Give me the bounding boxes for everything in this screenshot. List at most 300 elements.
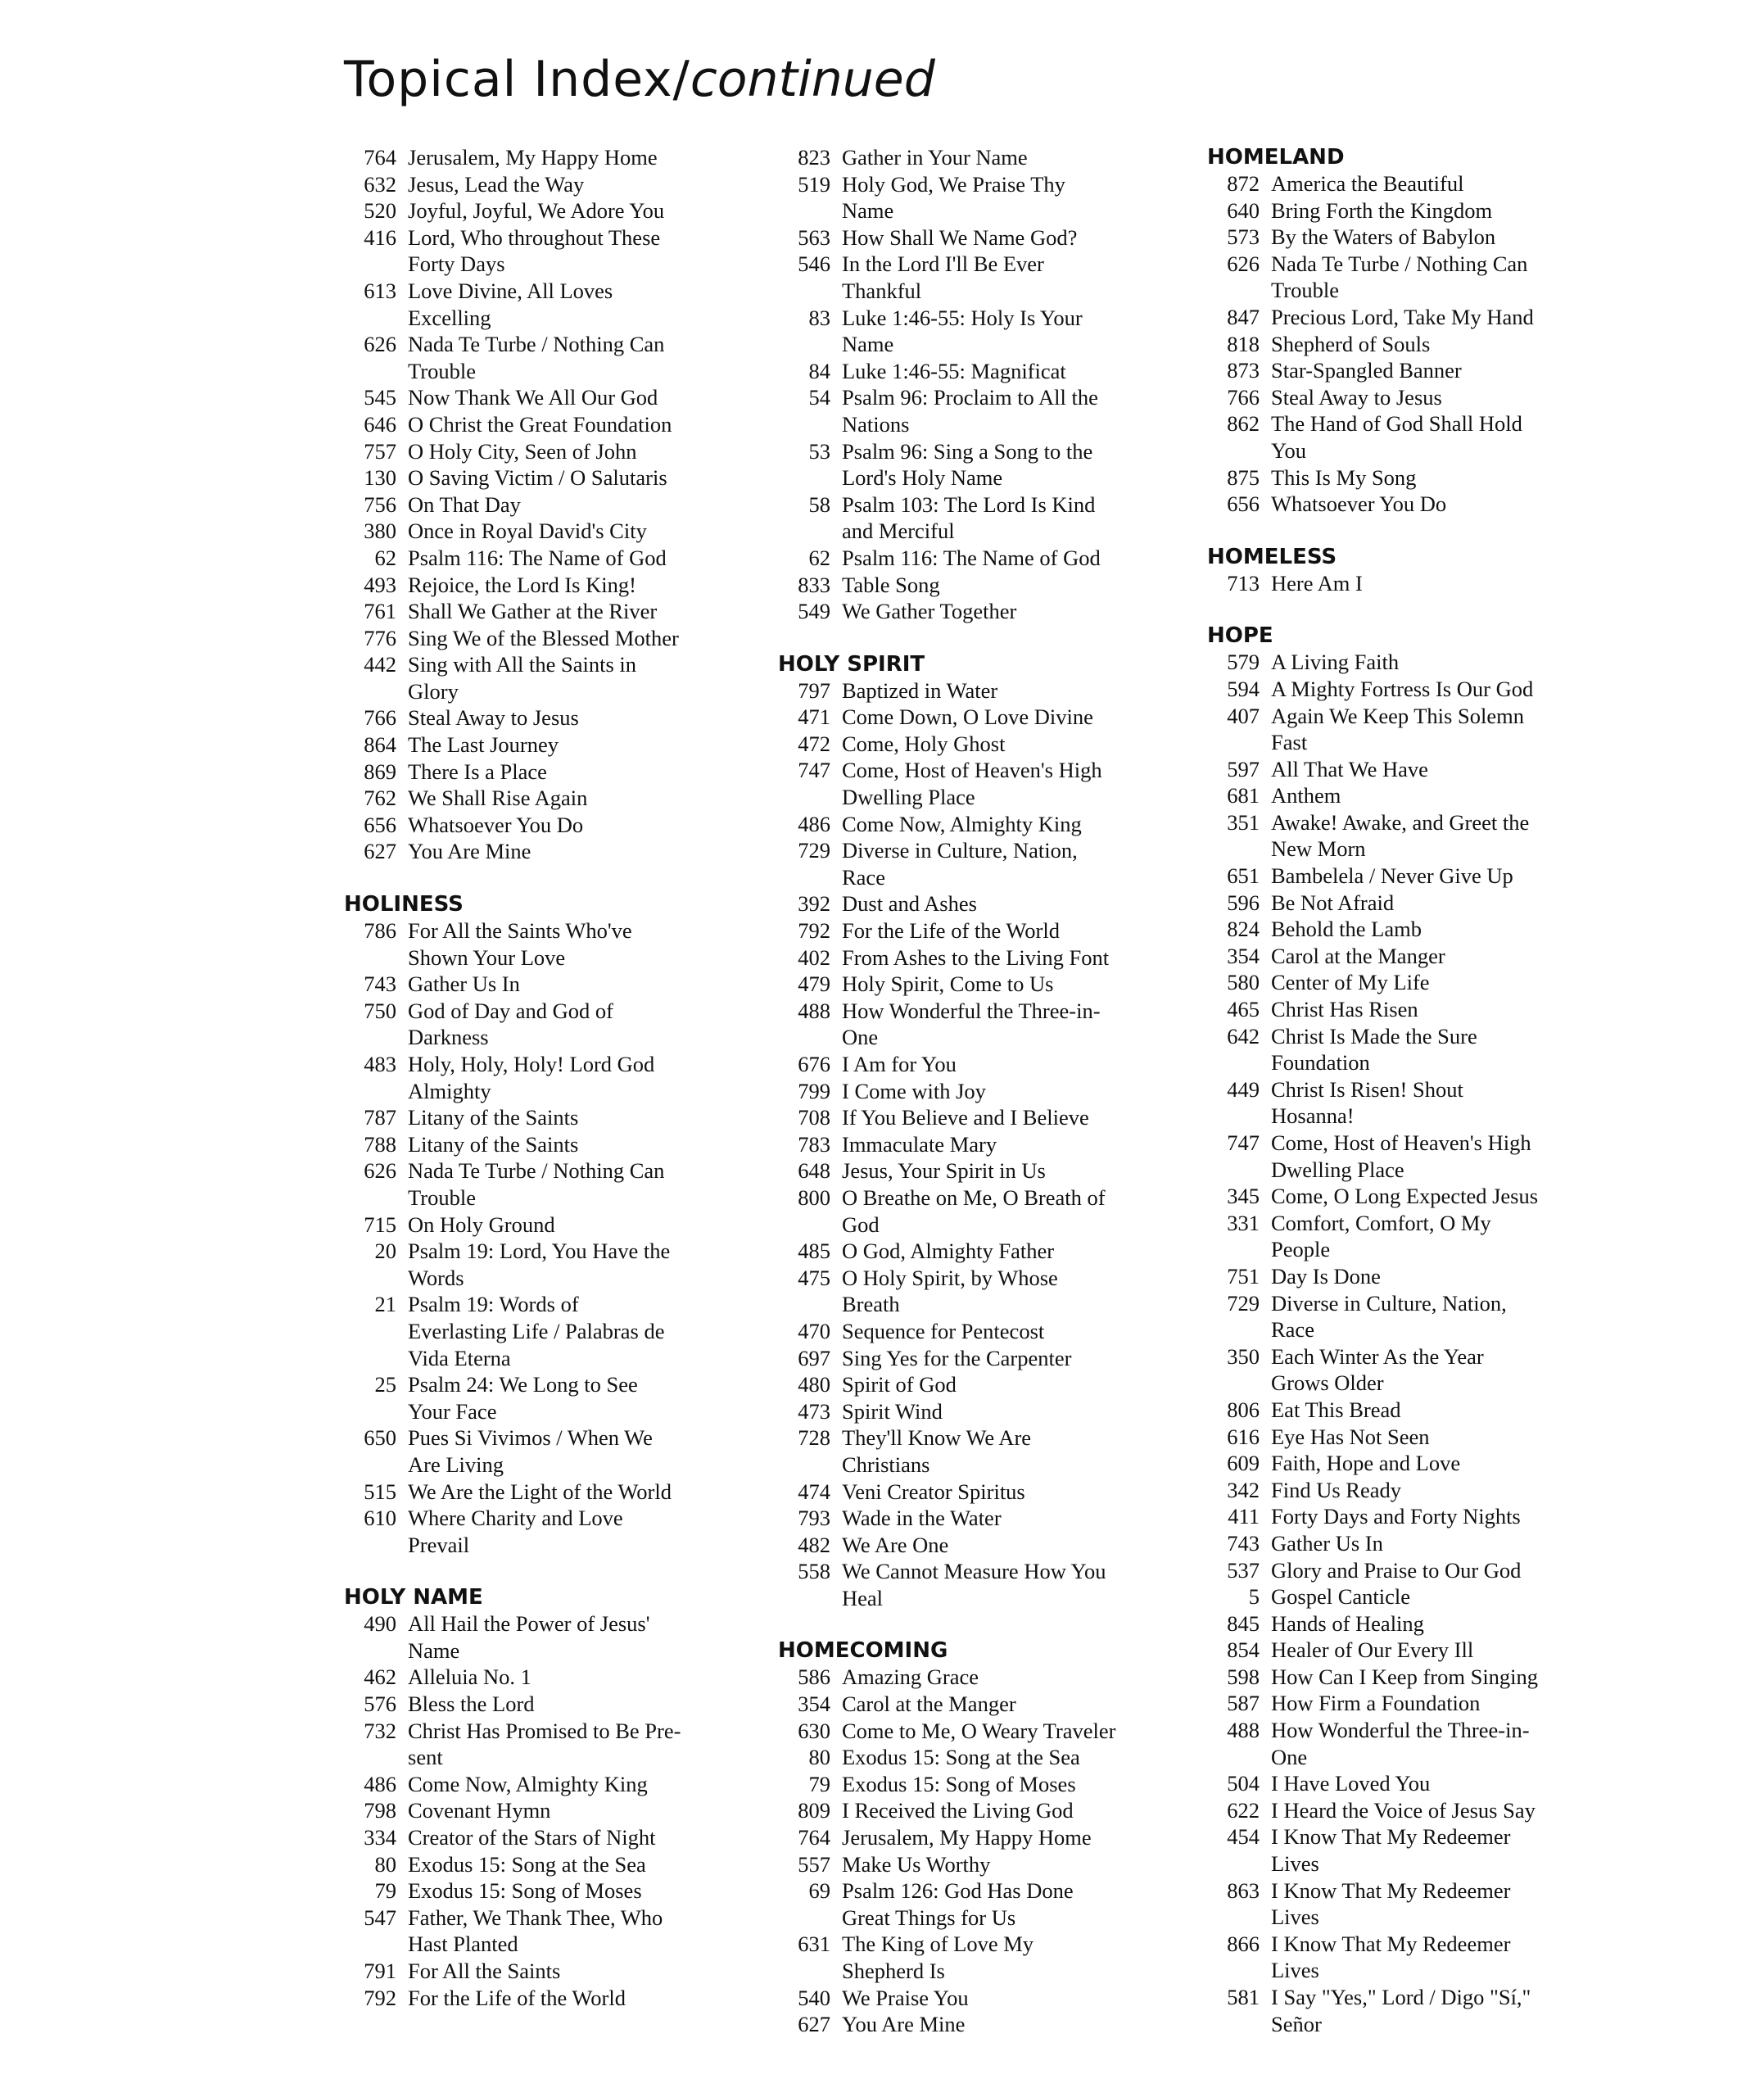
index-entry (778, 2011, 1212, 2038)
hymn-title: Spirit Wind (842, 1398, 943, 1424)
hymn-title: Psalm 103: The Lord Is Kind and Merciful (842, 491, 1096, 544)
index-entry (1207, 1183, 1748, 1210)
hymn-title: A Mighty Fortress Is Our God (1271, 676, 1534, 701)
hymn-title: Holy, Holy, Holy! Lord God Almighty (408, 1052, 655, 1103)
hymn-number: 786 (364, 918, 396, 944)
index-entry (778, 677, 1212, 704)
index-column-2 (778, 144, 1212, 2038)
hymn-title: Christ Has Promised to Be Pre- sent (408, 1718, 681, 1770)
index-entry (778, 358, 1212, 385)
index-entry (344, 438, 778, 465)
hymn-title: Luke 1:46-55: Magnificat (842, 358, 1066, 383)
hymn-number: 520 (364, 198, 396, 224)
hymn-number: 354 (798, 1692, 830, 1717)
hymn-title: Carol at the Manger (842, 1692, 1016, 1717)
index-entry (1207, 1664, 1748, 1691)
hymn-title: On Holy Ground (408, 1212, 555, 1237)
index-entry (344, 1824, 778, 1851)
hymn-number: 486 (364, 1771, 396, 1796)
index-entry (778, 1345, 1212, 1372)
hymn-number: 799 (798, 1078, 830, 1103)
index-entry (778, 1424, 1212, 1478)
hymn-title: Amazing Grace (842, 1664, 979, 1690)
index-entry (344, 491, 778, 519)
hymn-number: 480 (798, 1372, 830, 1397)
hymn-title: Gather in Your Name (842, 145, 1028, 170)
index-entry (778, 757, 1212, 810)
hymn-number: 80 (374, 1851, 396, 1877)
hymn-title: O Holy City, Seen of John (408, 438, 637, 464)
index-entry (778, 1664, 1212, 1691)
index-entry (778, 144, 1212, 171)
hymn-number: 776 (364, 625, 396, 650)
index-entry (778, 944, 1212, 972)
index-entry (1207, 703, 1748, 756)
index-column-3 (1207, 144, 1748, 2037)
index-entry (778, 890, 1212, 917)
index-entry (1207, 782, 1748, 809)
hymn-title: I Have Loved You (1271, 1771, 1431, 1796)
hymn-title: Come Now, Almighty King (408, 1771, 648, 1796)
index-entry (778, 1718, 1212, 1745)
index-entry (778, 1078, 1212, 1105)
hymn-title: From Ashes to the Living Font (842, 944, 1110, 970)
hymn-title: Sequence for Pentecost (842, 1318, 1045, 1343)
hymn-title: Covenant Hymn (408, 1798, 551, 1823)
hymn-title: Christ Has Risen (1271, 997, 1418, 1022)
hymn-title: Forty Days and Forty Nights (1271, 1504, 1521, 1529)
hymn-title: Star-Spangled Banner (1271, 358, 1462, 383)
hymn-title: America the Beautiful (1271, 171, 1464, 196)
section-heading: HOLINESS (344, 892, 464, 917)
hymn-number: 342 (1227, 1477, 1260, 1502)
hymn-number: 873 (1227, 358, 1260, 383)
hymn-title: Come, Host of Heaven's High Dwelling Place (842, 758, 1102, 810)
index-entry (344, 1424, 778, 1478)
hymn-title: Creator of the Stars of Night (408, 1825, 656, 1850)
hymn-number: 596 (1227, 890, 1260, 915)
hymn-number: 642 (1227, 1023, 1260, 1048)
hymn-title: Nada Te Turbe / Nothing Can Trouble (408, 1158, 665, 1210)
hymn-title: There Is a Place (408, 759, 547, 784)
hymn-number: 833 (798, 572, 830, 597)
hymn-title: Behold the Lamb (1271, 917, 1422, 942)
index-entry (344, 1851, 778, 1878)
index-entry (778, 1051, 1212, 1078)
hymn-title: Father, We Thank Thee, Who Hast Planted (408, 1905, 663, 1957)
hymn-number: 69 (808, 1878, 830, 1904)
index-entry (1207, 357, 1748, 384)
index-entry (344, 1718, 778, 1771)
hymn-number: 547 (364, 1905, 396, 1930)
hymn-number: 474 (798, 1479, 830, 1504)
index-entry (1207, 1450, 1748, 1477)
hymn-title: Litany of the Saints (408, 1105, 579, 1130)
hymn-number: 549 (798, 599, 830, 624)
hymn-number: 20 (374, 1239, 396, 1264)
hymn-title: O Saving Victim / O Salutaris (408, 465, 667, 491)
index-entry (778, 1398, 1212, 1425)
hymn-number: 783 (798, 1131, 830, 1157)
hymn-number: 747 (1227, 1130, 1260, 1155)
index-entry (778, 1824, 1212, 1851)
hymn-number: 25 (374, 1372, 396, 1397)
index-entry (1207, 1823, 1748, 1877)
hymn-title: I Say "Yes," Lord / Digo "Sí," Señor (1271, 1985, 1531, 2036)
hymn-title: Bring Forth the Kingdom (1271, 197, 1493, 223)
hymn-title: Steal Away to Jesus (1271, 384, 1442, 410)
hymn-number: 747 (798, 758, 830, 783)
index-entry (344, 1479, 778, 1506)
hymn-number: 83 (808, 305, 830, 330)
index-entry (1207, 649, 1748, 676)
index-entry (778, 224, 1212, 251)
hymn-title: Glory and Praise to Our God (1271, 1557, 1522, 1583)
index-entry (778, 1265, 1212, 1318)
hymn-number: 854 (1227, 1637, 1260, 1663)
hymn-number: 627 (798, 2012, 830, 2037)
hymn-title: We Praise You (842, 1985, 969, 2010)
hymn-title: Come Down, O Love Divine (842, 704, 1093, 730)
index-entry (1207, 890, 1748, 917)
hymn-number: 872 (1227, 171, 1260, 196)
index-entry (1207, 224, 1748, 251)
index-entry (344, 518, 778, 545)
hymn-number: 21 (374, 1292, 396, 1317)
index-entry (344, 998, 778, 1051)
index-entry (1207, 1690, 1748, 1717)
hymn-number: 515 (364, 1479, 396, 1504)
hymn-number: 62 (808, 545, 830, 570)
hymn-number: 486 (798, 811, 830, 836)
hymn-number: 626 (364, 332, 396, 357)
hymn-number: 862 (1227, 411, 1260, 437)
hymn-number: 792 (364, 1985, 396, 2010)
hymn-title: O Holy Spirit, by Whose Breath (842, 1265, 1058, 1317)
hymn-title: A Living Faith (1271, 650, 1400, 675)
hymn-title: Nada Te Turbe / Nothing Can Trouble (1271, 251, 1528, 303)
hymn-number: 462 (364, 1664, 396, 1690)
hymn-title: If You Believe and I Believe (842, 1105, 1089, 1130)
index-entry (344, 971, 778, 998)
hymn-title: Awake! Awake, and Greet the New Morn (1271, 809, 1530, 862)
hymn-title: O Breathe on Me, O Breath of God (842, 1184, 1106, 1237)
hymn-number: 626 (1227, 251, 1260, 276)
index-entry (344, 144, 778, 171)
hymn-number: 579 (1227, 650, 1260, 675)
hymn-number: 800 (798, 1184, 830, 1210)
hymn-number: 875 (1227, 464, 1260, 490)
hymn-number: 788 (364, 1131, 396, 1157)
hymn-title: How Can I Keep from Singing (1271, 1664, 1539, 1689)
hymn-title: Carol at the Manger (1271, 943, 1445, 968)
index-entry (778, 1877, 1212, 1931)
hymn-title: Each Winter As the Year Grows Older (1271, 1343, 1484, 1396)
hymn-title: How Wonderful the Three-in- One (1271, 1718, 1530, 1769)
hymn-number: 797 (798, 677, 830, 703)
hymn-number: 630 (798, 1718, 830, 1743)
index-entry (1207, 1931, 1748, 1984)
hymn-number: 350 (1227, 1343, 1260, 1369)
hymn-number: 757 (364, 438, 396, 464)
hymn-title: For All the Saints (408, 1959, 561, 1983)
hymn-number: 609 (1227, 1451, 1260, 1476)
index-entry (344, 1212, 778, 1239)
index-entry (344, 464, 778, 491)
hymn-title: Shepherd of Souls (1271, 331, 1431, 356)
index-entry (778, 1931, 1212, 1984)
page-title (344, 51, 935, 108)
hymn-number: 863 (1227, 1877, 1260, 1903)
index-entry (1207, 1477, 1748, 1504)
hymn-title: I Know That My Redeemer Lives (1271, 1931, 1511, 1983)
hymn-number: 613 (364, 278, 396, 303)
index-entry (1207, 1210, 1748, 1263)
hymn-title: Come, Holy Ghost (842, 731, 1006, 756)
hymn-number: 866 (1227, 1931, 1260, 1956)
section-heading: HOMECOMING (778, 1638, 948, 1664)
index-entry (778, 1371, 1212, 1398)
index-entry (778, 545, 1212, 572)
hymn-number: 756 (364, 491, 396, 517)
hymn-number: 380 (364, 519, 396, 544)
hymn-title: Nada Te Turbe / Nothing Can Trouble (408, 332, 665, 383)
hymn-title: This Is My Song (1271, 464, 1417, 490)
hymn-title: Once in Royal David's City (408, 519, 647, 544)
index-column-1 (344, 144, 778, 2011)
hymn-number: 490 (364, 1611, 396, 1637)
hymn-number: 449 (1227, 1076, 1260, 1102)
hymn-number: 485 (798, 1239, 830, 1264)
hymn-number: 792 (798, 918, 830, 944)
page-title-main: Topical Index/ (344, 51, 690, 108)
hymn-number: 708 (798, 1105, 830, 1130)
hymn-title: Lord, Who throughout These Forty Days (408, 224, 661, 277)
index-entry (1207, 331, 1748, 358)
hymn-number: 743 (1227, 1530, 1260, 1556)
index-section (778, 651, 1212, 1612)
index-entry (344, 1505, 778, 1558)
index-entry (344, 1131, 778, 1158)
hymn-title: By the Waters of Babylon (1271, 224, 1496, 250)
index-entry (1207, 1610, 1748, 1637)
index-entry (1207, 1503, 1748, 1530)
hymn-number: 627 (364, 839, 396, 864)
hymn-title: Comfort, Comfort, O My People (1271, 1210, 1491, 1262)
index-entry (344, 1238, 778, 1291)
index-entry (1207, 1263, 1748, 1290)
hymn-number: 764 (364, 145, 396, 170)
index-entry (778, 1532, 1212, 1559)
hymn-number: 475 (798, 1265, 830, 1290)
hymn-number: 331 (1227, 1210, 1260, 1235)
hymn-number: 79 (808, 1771, 830, 1796)
hymn-title: Sing We of the Blessed Mother (408, 625, 679, 650)
index-section (344, 144, 778, 865)
section-heading: HOLY SPIRIT (778, 651, 925, 677)
hymn-title: Precious Lord, Take My Hand (1271, 304, 1534, 329)
hymn-number: 847 (1227, 304, 1260, 329)
index-entry (778, 1104, 1212, 1131)
index-entry (344, 171, 778, 198)
hymn-title: Psalm 126: God Has Done Great Things for Us (842, 1878, 1074, 1930)
index-entry (1207, 676, 1748, 703)
hymn-title: I Know That My Redeemer Lives (1271, 1877, 1511, 1930)
index-entry (1207, 570, 1748, 597)
index-entry (778, 1851, 1212, 1878)
hymn-number: 504 (1227, 1771, 1260, 1796)
hymn-title: Joyful, Joyful, We Adore You (408, 198, 665, 224)
hymn-number: 334 (364, 1825, 396, 1850)
index-entry (778, 1797, 1212, 1824)
hymn-title: Healer of Our Every Ill (1271, 1637, 1474, 1663)
section-heading: HOLY NAME (344, 1585, 483, 1610)
hymn-number: 482 (798, 1532, 830, 1557)
hymn-number: 729 (1227, 1290, 1260, 1316)
hymn-number: 616 (1227, 1424, 1260, 1449)
index-entry (778, 438, 1212, 491)
index-entry (1207, 304, 1748, 331)
index-entry (344, 731, 778, 759)
index-entry (344, 1797, 778, 1824)
index-entry (344, 1985, 778, 2012)
index-entry (344, 1157, 778, 1211)
hymn-title: Holy God, We Praise Thy Name (842, 171, 1065, 224)
hymn-title: Exodus 15: Song at the Sea (408, 1851, 646, 1877)
hymn-number: 354 (1227, 943, 1260, 968)
hymn-number: 743 (364, 972, 396, 997)
hymn-number: 610 (364, 1506, 396, 1531)
index-entry (1207, 464, 1748, 491)
hymn-title: Come to Me, O Weary Traveler (842, 1718, 1116, 1743)
hymn-number: 845 (1227, 1610, 1260, 1636)
hymn-title: I Come with Joy (842, 1078, 986, 1103)
hymn-title: Spirit of God (842, 1372, 957, 1397)
index-entry (344, 224, 778, 278)
hymn-number: 824 (1227, 917, 1260, 942)
hymn-number: 656 (364, 812, 396, 837)
hymn-number: 416 (364, 224, 396, 250)
hymn-title: Psalm 116: The Name of God (408, 545, 667, 570)
index-section (344, 891, 778, 1558)
hymn-title: Jesus, Your Spirit in Us (842, 1158, 1046, 1184)
index-entry (344, 545, 778, 572)
hymn-number: 793 (798, 1506, 830, 1531)
hymn-title: The King of Love My Shepherd Is (842, 1932, 1034, 1983)
hymn-title: Psalm 116: The Name of God (842, 545, 1101, 570)
index-entry (1207, 809, 1748, 863)
hymn-number: 557 (798, 1851, 830, 1877)
hymn-title: How Wonderful the Three-in- One (842, 998, 1101, 1050)
hymn-number: 646 (364, 411, 396, 437)
hymn-title: Shall We Gather at the River (408, 599, 658, 624)
index-entry (344, 1664, 778, 1691)
hymn-title: Exodus 15: Song at the Sea (842, 1745, 1080, 1770)
hymn-number: 392 (798, 891, 830, 917)
hymn-number: 488 (798, 998, 830, 1023)
index-entry (344, 625, 778, 652)
hymn-number: 766 (364, 705, 396, 731)
index-entry (1207, 996, 1748, 1023)
index-entry (778, 1479, 1212, 1506)
hymn-number: 809 (798, 1798, 830, 1823)
index-section (344, 1584, 778, 2011)
hymn-number: 130 (364, 465, 396, 491)
hymn-number: 470 (798, 1318, 830, 1343)
hymn-title: Diverse in Culture, Nation, Race (1271, 1290, 1507, 1343)
hymn-title: Here Am I (1271, 570, 1363, 596)
hymn-number: 764 (798, 1825, 830, 1850)
hymn-title: The Hand of God Shall Hold You (1271, 411, 1522, 463)
index-entry (778, 384, 1212, 437)
hymn-number: 58 (808, 491, 830, 517)
index-entry (344, 1371, 778, 1424)
hymn-title: Baptized in Water (842, 677, 998, 703)
index-entry (778, 1131, 1212, 1158)
hymn-title: Christ Is Risen! Shout Hosanna! (1271, 1076, 1463, 1129)
index-entry (344, 759, 778, 786)
index-entry (778, 598, 1212, 625)
index-entry (778, 811, 1212, 838)
hymn-number: 869 (364, 759, 396, 784)
hymn-title: We Are the Light of the World (408, 1479, 672, 1504)
index-entry (344, 1104, 778, 1131)
hymn-title: Jesus, Lead the Way (408, 171, 585, 197)
hymn-title: Table Song (842, 572, 940, 597)
index-entry (778, 998, 1212, 1051)
hymn-number: 483 (364, 1052, 396, 1076)
hymn-title: Gather Us In (408, 972, 520, 997)
hymn-title: Faith, Hope and Love (1271, 1451, 1461, 1476)
hymn-number: 622 (1227, 1797, 1260, 1823)
hymn-title: Eye Has Not Seen (1271, 1424, 1430, 1449)
hymn-title: Come, O Long Expected Jesus (1271, 1184, 1539, 1209)
hymn-title: Psalm 19: Lord, You Have the Words (408, 1239, 671, 1290)
hymn-number: 472 (798, 731, 830, 756)
hymn-title: We Cannot Measure How You Heal (842, 1559, 1106, 1610)
index-entry (344, 278, 778, 331)
hymn-number: 345 (1227, 1184, 1260, 1209)
index-entry (1207, 916, 1748, 943)
index-entry (778, 917, 1212, 944)
hymn-title: They'll Know We Are Christians (842, 1425, 1032, 1477)
index-entry (1207, 384, 1748, 411)
hymn-title: Make Us Worthy (842, 1851, 991, 1877)
hymn-title: I Am for You (842, 1052, 957, 1076)
hymn-title: Be Not Afraid (1271, 890, 1395, 915)
index-section (1207, 544, 1748, 597)
hymn-title: Bambelela / Never Give Up (1271, 863, 1513, 889)
hymn-title: Sing with All the Saints in Glory (408, 652, 637, 704)
index-entry (1207, 943, 1748, 970)
index-entry (1207, 1023, 1748, 1076)
index-entry (1207, 1797, 1748, 1824)
index-entry (778, 1744, 1212, 1771)
hymn-number: 473 (798, 1398, 830, 1424)
hymn-number: 479 (798, 972, 830, 997)
hymn-number: 576 (364, 1692, 396, 1717)
index-entry (344, 1958, 778, 1985)
index-entry (344, 1877, 778, 1905)
index-entry (1207, 969, 1748, 996)
index-entry (1207, 410, 1748, 464)
hymn-number: 581 (1227, 1985, 1260, 2009)
hymn-title: Anthem (1271, 783, 1341, 808)
hymn-number: 537 (1227, 1557, 1260, 1583)
hymn-number: 787 (364, 1105, 396, 1130)
index-entry (344, 331, 778, 384)
hymn-title: Psalm 96: Sing a Song to the Lord's Holy Name (842, 438, 1093, 491)
